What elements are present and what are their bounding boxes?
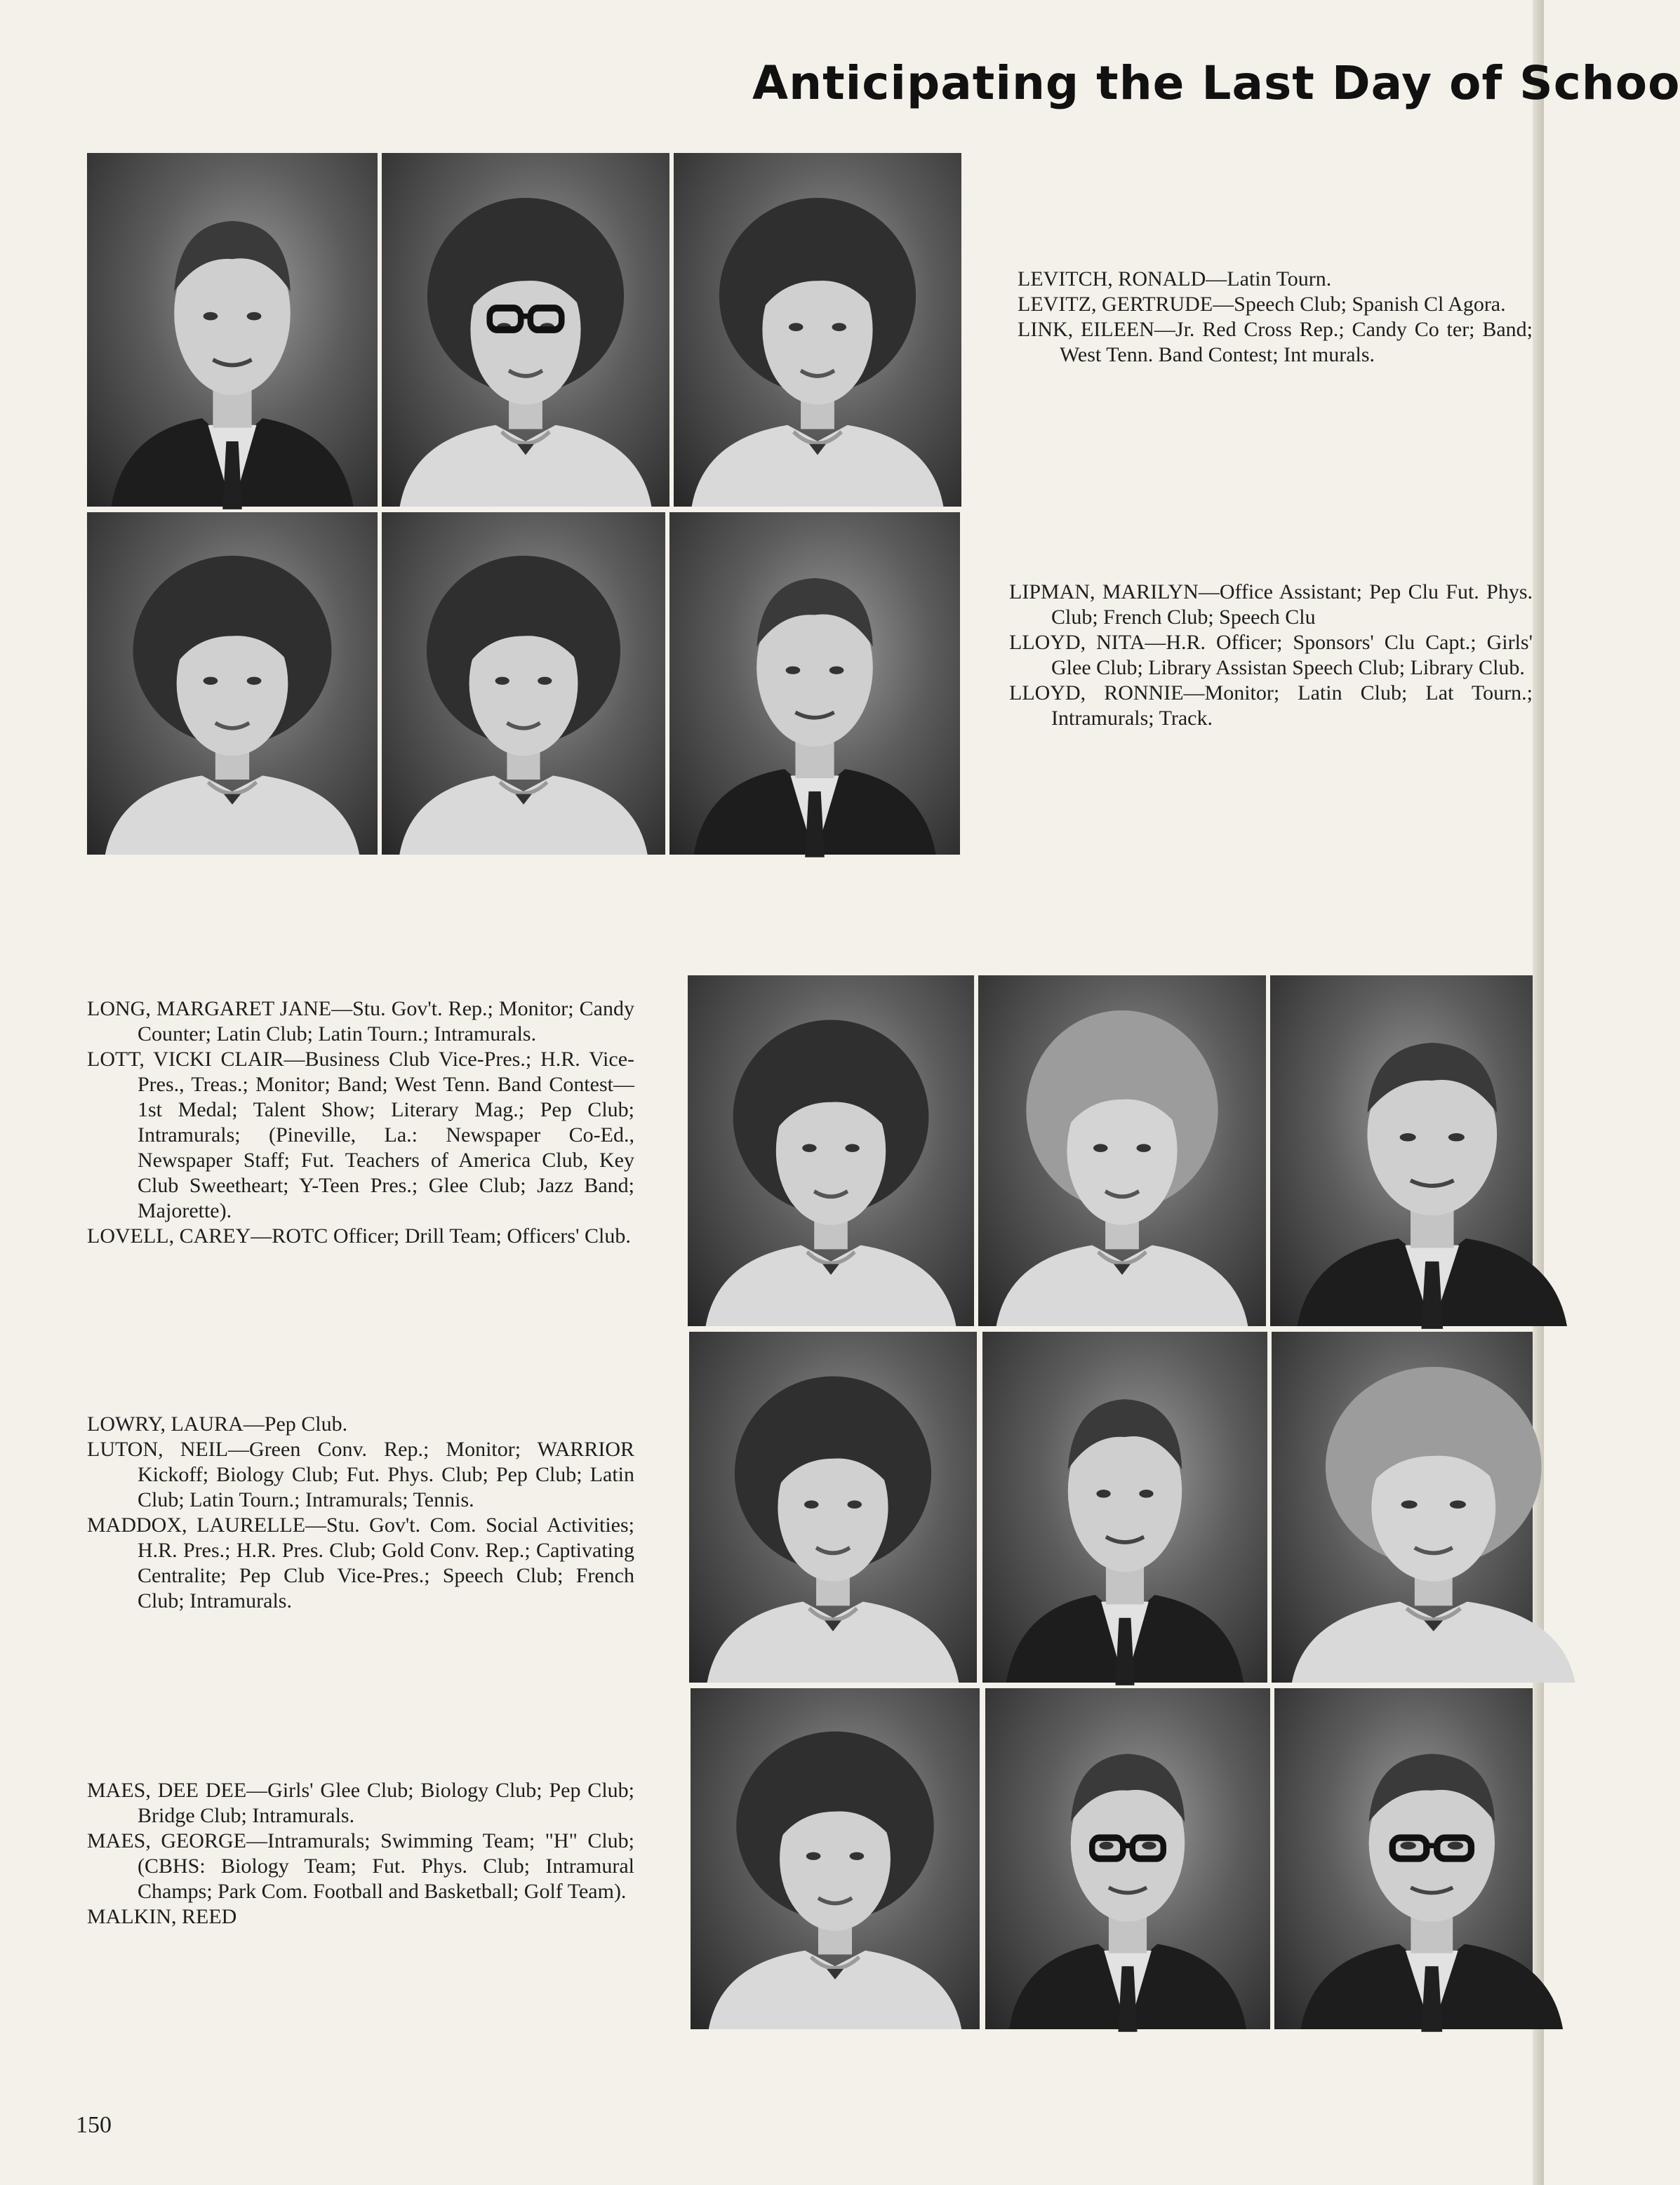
portrait-photo [978,975,1266,1326]
portrait-photo [688,975,974,1326]
portrait-photo [669,512,960,855]
senior-entry: LINK, EILEEN—Jr. Red Cross Rep.; Candy Co ter; Band; West Tenn. Band Contest; Int murals. [1018,318,1533,366]
senior-entries-group [87,1778,634,1930]
portrait-photo [1274,1688,1533,2029]
senior-entry: LONG, MARGARET JANE—Stu. Gov't. Rep.; Monitor; Candy Counter; Latin Club; Latin Tourn.; Intramurals. [87,997,634,1045]
senior-entries-group [87,1412,634,1614]
portrait-photo [87,153,378,507]
senior-entry: LOTT, VICKI CLAIR—Business Club Vice-Pres.; H.R. Vice-Pres., Treas.; Monitor; Band; West Tenn. Band Contest—1st Medal; Talent Show; Literary Mag.; Pep Club; Intramurals; (Pineville, La.: Newspaper Co-Ed., Newspaper Staff; Fut. Teachers of America Club, Key Club Sweetheart; Y-Teen Pres.; Glee Club; Jazz Band; Majorette). [87,1048,634,1222]
senior-entry: MALKIN, REED [87,1905,237,1928]
senior-entry: LEVITCH, RONALD—Latin Tourn. [1018,267,1332,290]
portrait-photo [1272,1332,1533,1683]
page-title: Anticipating the Last Day of Schoo [752,56,1680,110]
senior-entry: LUTON, NEIL—Green Conv. Rep.; Monitor; WARRIOR Kickoff; Biology Club; Fut. Phys. Club; Pep Club; Latin Club; Latin Tourn.; Intramurals; Tennis. [87,1438,634,1511]
portrait-photo [382,512,665,855]
portrait-photo [1270,975,1533,1326]
senior-entries-group [1009,580,1533,731]
portrait-photo [382,153,669,507]
senior-entry: LLOYD, NITA—H.R. Officer; Sponsors' Clu Capt.; Girls' Glee Club; Library Assistan Speech Club; Library Club. [1009,631,1533,679]
portrait-photo [985,1688,1270,2029]
senior-entry: LIPMAN, MARILYN—Office Assistant; Pep Clu Fut. Phys. Club; French Club; Speech Clu [1009,580,1533,629]
senior-entry: MAES, GEORGE—Intramurals; Swimming Team; "H" Club; (CBHS: Biology Team; Fut. Phys. Club; Intramural Champs; Park Com. Football and Basketball; Golf Team). [87,1829,634,1903]
portrait-photo [674,153,961,507]
portrait-photo [87,512,378,855]
senior-entry: LLOYD, RONNIE—Monitor; Latin Club; Lat Tourn.; Intramurals; Track. [1009,681,1533,730]
portrait-photo [689,1332,977,1683]
senior-entry: LOWRY, LAURA—Pep Club. [87,1412,348,1436]
page-edge [1533,0,1544,2185]
portrait-photo [691,1688,980,2029]
page-number: 150 [76,2112,112,2138]
senior-entry: MAES, DEE DEE—Girls' Glee Club; Biology Club; Pep Club; Bridge Club; Intramurals. [87,1779,634,1827]
senior-entry: MADDOX, LAURELLE—Stu. Gov't. Com. Social Activities; H.R. Pres.; H.R. Pres. Club; Gold Conv. Rep.; Captivating Centralite; Pep Club Vice-Pres.; Speech Club; French Club; Intramurals. [87,1514,634,1612]
portrait-photo [982,1332,1267,1683]
senior-entry: LOVELL, CAREY—ROTC Officer; Drill Team; Officers' Club. [87,1224,631,1248]
senior-entry: LEVITZ, GERTRUDE—Speech Club; Spanish Cl Agora. [1018,293,1506,316]
senior-entries-group [1018,267,1533,368]
senior-entries-group [87,996,634,1249]
